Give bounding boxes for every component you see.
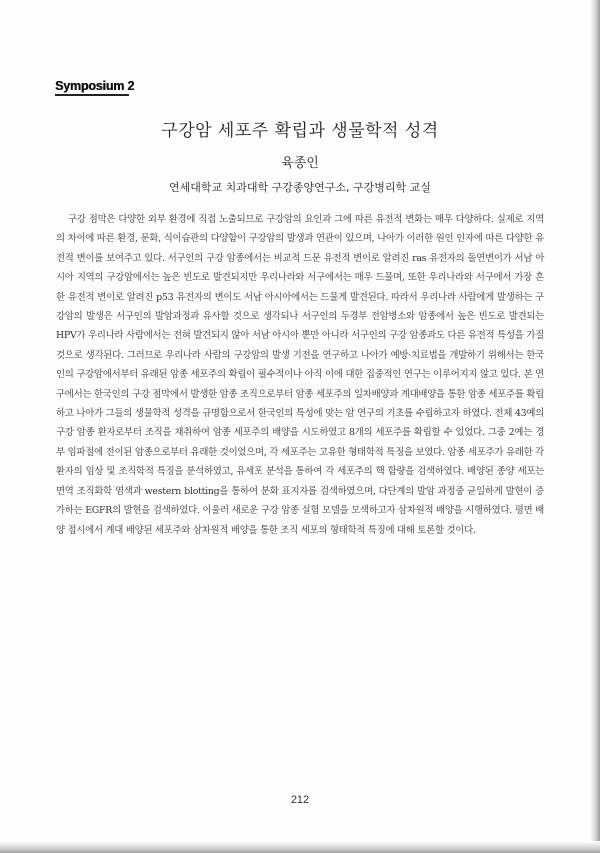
author-name: 육종인: [281, 156, 319, 171]
session-label-underline: [55, 94, 129, 96]
abstract-body: 구강 점막은 다양한 외부 환경에 직접 노출되므로 구강암의 요인과 그에 따른 유전적 변화는 매우 다양하다. 실제로 지역의 차이에 따른 환경, 문화, 식이습관의 다양함이 구강암의 발생과 연관이 있으며, 나아가 이러한 원인 인자에 따른 다양한 유전적 변이를 보여주고 있다. 서구인의 구강 암종에서는 비교적 드문 유전적 변이로 알려진 ras 유전자의 돌연변이가 서남 아시아 지역의 구강암에서는 높은 빈도로 발견되지만 우리나라와 서구에서는 매우 드물며, 또한 우리나라와 서구에서 가장 흔한 유전적 변이로 알려진 p53 유전자의 변이도 서남 아시아에서는 드물게 발견된다. 따라서 우리나라 사람에게 발생하는 구강암의 발생은 서구인의 발암과정과 유사할 것으로 생각되나 서구인의 두경부 전암병소와 암종에서 높은 빈도로 발견되는 HPV가 우리나라 사람에서는 전혀 발견되지 않아 서남 아시아 뿐만 아니라 서구인의 구강 암종과도 다른 유전적 특성을 가질 것으로 생각된다. 그러므로 우리나라 사람의 구강암의 발생 기전을 연구하고 나아가 예방·치료법을 개발하기 위해서는 한국인의 구강암에서부터 유래된 암종 세포주의 확립이 필수적이나 아직 이에 대한 집중적인 연구는 이루어지지 않고 있다. 본 연구에서는 한국인의 구강 점막에서 발생한 암종 조직으로부터 암종 세포주의 일차배양과 계대배양을 통한 암종 세포주를 확립하고 나아가 그들의 생물학적 성격을 규명함으로서 한국인의 특성에 맞는 암 연구의 기초를 수립하고자 하였다. 전체 43예의 구강 암종 환자로부터 조직을 채취하여 암종 세포주의 배양을 시도하였고 8개의 세포주를 확립할 수 있었다. 그중 2예는 경부 임파절에 전이된 암종으로부터 유래한 것이었으며, 각 세포주는 고유한 형태학적 특징을 보였다. 암종 세포주가 유래한 각 환자의 임상 및 조직학적 특징을 분석하였고, 유세포 분석을 통하여 각 세포주의 핵 함량을 검색하였다. 배양된 종양 세포는 면역 조직화학 염색과 western blotting을 통하여 분화 표지자를 검색하였으며, 다단계의 발암 과정중 균일하게 발현이 증가하는 EGFR의 발현을 검색하였다. 이울러 새로운 구강 암종 실험 모델을 모색하고자 삼차원적 배양을 시행하였다. 평면 배양 접시에서 계대 배양된 세포주와 삼차원적 배양을 통한 조직 세포의 형태학적 특징에 대해 토론할 것이다.: [56, 214, 544, 536]
page-number: 212: [290, 794, 310, 806]
session-label: Symposium 2: [55, 79, 135, 93]
page-edge-shadow-bottom: [0, 841, 600, 853]
author-affiliation: 연세대학교 치과대학 구강종양연구소, 구강병리학 교실: [169, 181, 431, 194]
paper-title: 구강암 세포주 확립과 생물학적 성격: [161, 121, 439, 141]
page-edge-shadow-right: [590, 0, 600, 853]
